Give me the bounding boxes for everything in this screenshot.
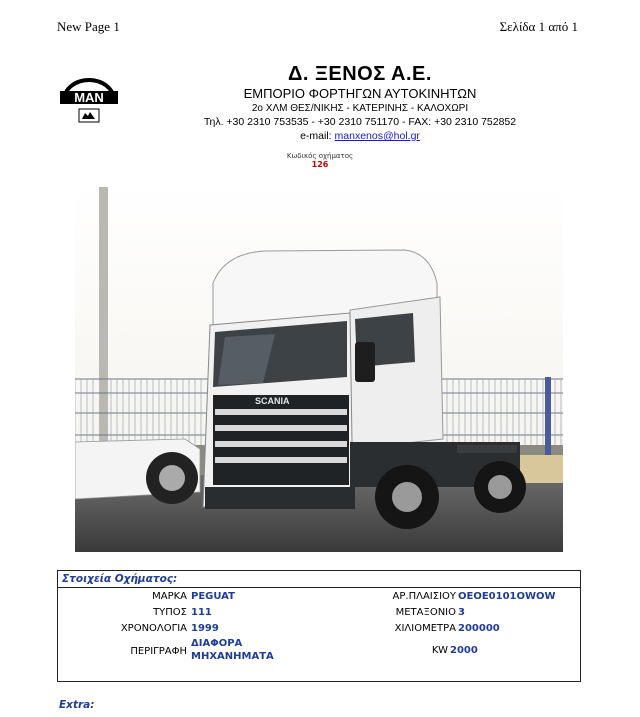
- email-label: e-mail:: [300, 130, 332, 142]
- label-typos: ΤΥΠΟΣ: [153, 607, 187, 618]
- email-link[interactable]: manxenos@hol.gr: [334, 130, 420, 142]
- vehicle-code: [240, 152, 400, 169]
- value-kw: 2000: [450, 645, 478, 656]
- vehicle-details-panel: [57, 570, 581, 682]
- page-number: Σελίδα 1 από 1: [499, 19, 578, 34]
- man-logo: [59, 72, 119, 124]
- company-name: Δ. ΞΕΝΟΣ Α.Ε.: [288, 63, 432, 85]
- label-xronologia: ΧΡΟΝΟΛΟΓΙΑ: [120, 623, 187, 634]
- label-kw: KW: [431, 645, 448, 656]
- value-plaisio: OEOE0101OWOW: [458, 591, 556, 602]
- vehicle-code-label: Κωδικός οχήματος: [286, 152, 354, 160]
- company-email-line: [170, 129, 550, 143]
- truck-brand-label: SCANIA: [255, 396, 290, 406]
- vehicle-details-title: Στοιχεία Οχήματος:: [62, 573, 178, 585]
- page-title: New Page 1: [57, 19, 120, 34]
- truck-photo: [75, 187, 563, 552]
- logo-text: MAN: [74, 90, 104, 105]
- vehicle-code-value: 126: [311, 160, 329, 169]
- label-marka: ΜΑΡΚΑ: [152, 591, 187, 602]
- label-xiliometra: ΧΙΛΙΟΜΕΤΡΑ: [394, 623, 456, 634]
- company-header: [170, 62, 550, 143]
- panel-divider: [58, 587, 580, 588]
- label-plaisio: ΑΡ.ΠΛΑΙΣΙΟΥ: [392, 591, 456, 602]
- value-xiliometra: 200000: [458, 623, 500, 634]
- extra-label: Extra:: [59, 699, 95, 711]
- value-metaxonio: 3: [458, 607, 465, 618]
- label-perigrafi: ΠΕΡΙΓΡΑΦΗ: [130, 646, 187, 657]
- value-perigrafi-line2: ΜΗΧΑΝΗΜΑΤΑ: [191, 651, 274, 662]
- value-xronologia: 1999: [191, 623, 219, 634]
- value-typos: 111: [191, 607, 212, 618]
- company-address: 2ο ΧΛΜ ΘΕΣ/ΝΙΚΗΣ - ΚΑΤΕΡΙΝΗΣ - ΚΑΛΟΧΩΡΙ: [251, 103, 469, 114]
- value-marka: PEGUAT: [191, 591, 235, 602]
- company-subtitle: ΕΜΠΟΡΙΟ ΦΟΡΤΗΓΩΝ ΑΥΤΟΚΙΝΗΤΩΝ: [243, 86, 477, 101]
- value-perigrafi-line1: ΔΙΑΦΟΡΑ: [191, 638, 243, 649]
- label-metaxonio: ΜΕΤΑΞΟΝΙΟ: [395, 607, 456, 618]
- company-phones: Τηλ. +30 2310 753535 - +30 2310 751170 - FAX: +30 2310 752852: [203, 116, 517, 128]
